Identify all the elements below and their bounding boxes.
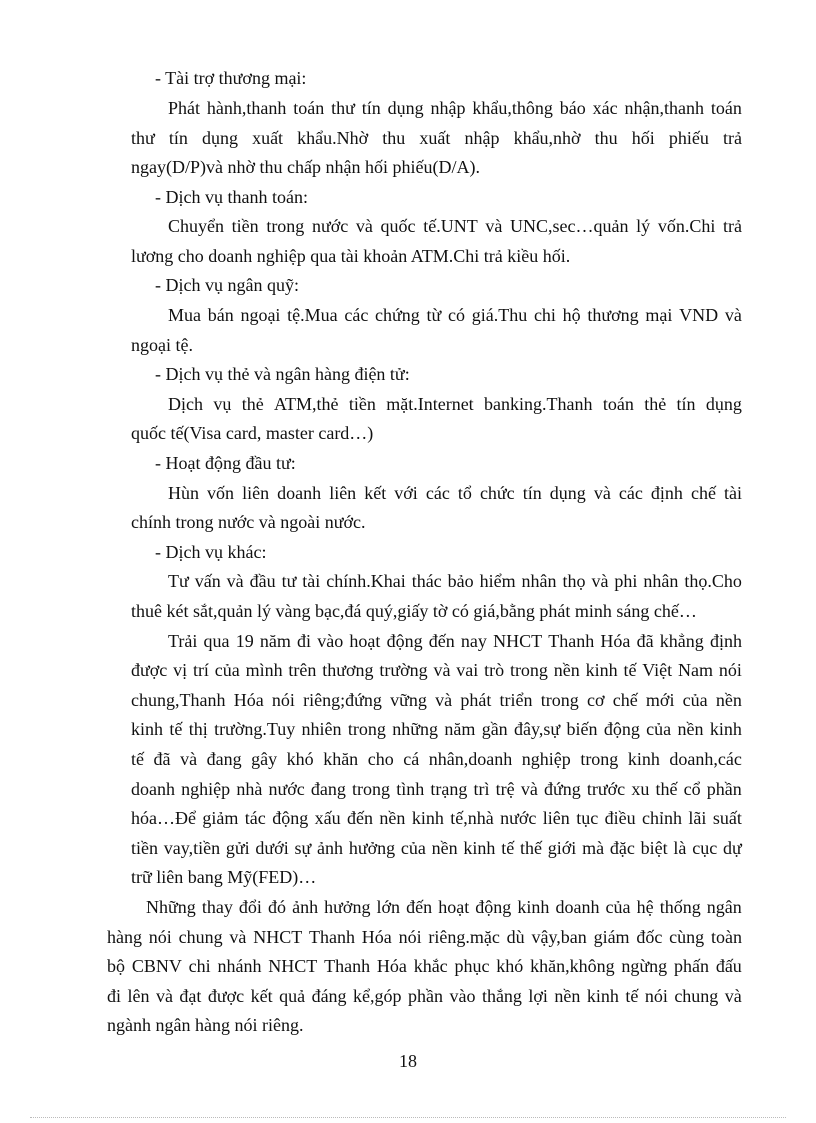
heading-investment: - Hoạt động đầu tư: <box>155 453 296 473</box>
heading-trade-finance: - Tài trợ thương mại: <box>155 68 307 88</box>
paragraph-line: Trải qua 19 năm đi vào hoạt động đến nay NHCT Thanh Hóa đã khẳng định <box>168 631 742 651</box>
paragraph-line: bộ CBNV chi nhánh NHCT Thanh Hóa khắc phục khó khăn,không ngừng phấn đấu <box>107 956 742 976</box>
paragraph-line: doanh nghiệp nhà nước đang trong tình trạng trì trệ và đứng trước xu thế cổ phần <box>131 779 742 799</box>
paragraph-line: thuê két sắt,quản lý vàng bạc,đá quý,giấy tờ có giá,bằng phát minh sáng chế… <box>131 601 697 621</box>
paragraph-line: Những thay đổi đó ảnh hưởng lớn đến hoạt động kinh doanh của hệ thống ngân <box>146 897 742 917</box>
heading-card-ebanking: - Dịch vụ thẻ và ngân hàng điện tử: <box>155 364 410 384</box>
paragraph-line: Dịch vụ thẻ ATM,thẻ tiền mặt.Internet banking.Thanh toán thẻ tín dụng <box>168 394 742 414</box>
paragraph-line: lương cho doanh nghiệp qua tài khoản ATM.Chi trả kiều hối. <box>131 246 571 266</box>
paragraph-line: tế đã và đang gây khó khăn cho cá nhân,doanh nghiệp trong kinh doanh,các <box>131 749 742 769</box>
paragraph-line: chính trong nước và ngoài nước. <box>131 512 366 532</box>
paragraph-line: ngành ngân hàng nói riêng. <box>107 1015 304 1035</box>
paragraph-line: tiền vay,tiền gửi dưới sự ảnh hưởng của nền kinh tế thế giới mà đặc biệt là cục dự <box>131 838 742 858</box>
paragraph-line: Chuyển tiền trong nước và quốc tế.UNT và UNC,sec…quản lý vốn.Chi trả <box>168 216 742 236</box>
paragraph-line: hóa…Để giảm tác động xấu đến nền kinh tế,nhà nước liên tục điều chỉnh lãi suất <box>131 808 742 828</box>
paragraph-line: kinh tế thị trường.Tuy nhiên trong những năm gần đây,sự biến động của nền kinh <box>131 719 742 739</box>
paragraph-line: Tư vấn và đầu tư tài chính.Khai thác bảo hiểm nhân thọ và phi nhân thọ.Cho <box>168 571 742 591</box>
paragraph-line: được vị trí của mình trên thương trường và vai trò trong nền kinh tế Việt Nam nói <box>131 660 742 680</box>
paragraph-line: quốc tế(Visa card, master card…) <box>131 423 374 443</box>
paragraph-line: Hùn vốn liên doanh liên kết với các tổ chức tín dụng và các định chế tài <box>168 483 742 503</box>
paragraph-line: chung,Thanh Hóa nói riêng;đứng vững và phát triển trong cơ chế mới của nền <box>131 690 742 710</box>
page-bottom-border <box>30 1117 786 1118</box>
paragraph-line: ngay(D/P)và nhờ thu chấp nhận hối phiếu(D/A). <box>131 157 480 177</box>
paragraph-line: thư tín dụng xuất khẩu.Nhờ thu xuất nhập khẩu,nhờ thu hối phiếu trả <box>131 128 742 148</box>
paragraph-line: trữ liên bang Mỹ(FED)… <box>131 867 317 887</box>
heading-treasury-services: - Dịch vụ ngân quỹ: <box>155 275 299 295</box>
paragraph-line: Mua bán ngoại tệ.Mua các chứng từ có giá.Thu chi hộ thương mại VND và <box>168 305 742 325</box>
paragraph-line: ngoại tệ. <box>131 335 193 355</box>
page-number: 18 <box>399 1051 417 1071</box>
heading-payment-services: - Dịch vụ thanh toán: <box>155 187 308 207</box>
heading-other-services: - Dịch vụ khác: <box>155 542 267 562</box>
paragraph-line: hàng nói chung và NHCT Thanh Hóa nói riêng.mặc dù vậy,ban giám đốc cùng toàn <box>107 927 742 947</box>
paragraph-line: Phát hành,thanh toán thư tín dụng nhập khẩu,thông báo xác nhận,thanh toán <box>168 98 742 118</box>
paragraph-line: đi lên và đạt được kết quả đáng kể,góp phần vào thắng lợi nền kinh tế nói chung và <box>107 986 742 1006</box>
